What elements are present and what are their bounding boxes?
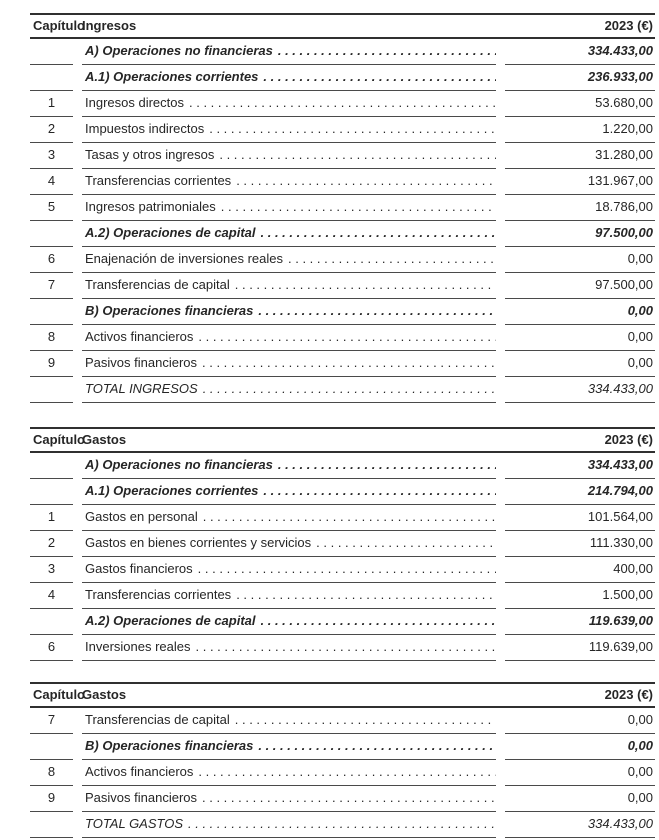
dot-leader [202,790,496,805]
column-header-capitulo: Capítulo [33,687,85,702]
chapter-number [30,479,73,505]
dot-leader [236,587,496,602]
table-row [30,273,655,299]
row-label: Transferencias corrientes [85,173,232,188]
row-value: 334.433,00 [505,812,655,838]
row-label-cell [82,812,496,838]
table-row [30,221,655,247]
table-row [30,91,655,117]
dot-leader [202,355,496,370]
row-value: 0,00 [505,299,655,325]
row-label: A) Operaciones no financieras [85,43,273,58]
row-label-cell [82,221,496,247]
table-row [30,557,655,583]
chapter-number: 5 [30,195,73,221]
row-label: Inversiones reales [85,639,191,654]
chapter-number [30,377,73,403]
chapter-number [30,453,73,479]
table-header [30,13,655,39]
row-value: 236.933,00 [505,65,655,91]
row-label-cell [82,479,496,505]
table-row [30,39,655,65]
table-row [30,786,655,812]
dot-leader [189,95,496,110]
dot-leader [316,535,496,550]
row-label: A.2) Operaciones de capital [85,613,256,628]
row-label: Enajenación de inversiones reales [85,251,284,266]
table-row [30,351,655,377]
table-row [30,453,655,479]
table-row [30,479,655,505]
dot-leader [278,43,496,58]
table-row [30,195,655,221]
chapter-number: 6 [30,247,73,273]
dot-leader [221,199,496,214]
row-value: 1.500,00 [505,583,655,609]
row-value: 334.433,00 [505,39,655,65]
dot-leader [261,613,496,628]
column-header-ingresos: Ingresos [82,18,137,33]
dot-leader [258,303,496,318]
dot-leader [209,121,496,136]
row-value: 97.500,00 [505,273,655,299]
chapter-number: 8 [30,760,73,786]
chapter-number [30,65,73,91]
dot-leader [236,173,496,188]
row-value: 0,00 [505,351,655,377]
dot-leader [261,225,496,240]
row-value: 214.794,00 [505,479,655,505]
table-row [30,734,655,760]
row-label-cell [82,557,496,583]
row-label: Activos financieros [85,764,194,779]
gastos-table [30,427,655,661]
row-label-cell [82,760,496,786]
row-label-cell [82,708,496,734]
row-value: 1.220,00 [505,117,655,143]
column-header-gastos: Gastos [82,687,127,702]
row-label: B) Operaciones financieras [85,738,254,753]
row-label-cell [82,453,496,479]
table-row [30,635,655,661]
chapter-number: 2 [30,531,73,557]
table-row [30,377,655,403]
table-row [30,583,655,609]
row-label: Gastos en personal [85,509,198,524]
row-label-cell [82,531,496,557]
chapter-number [30,734,73,760]
dot-leader [219,147,496,162]
row-label: Tasas y otros ingresos [85,147,215,162]
row-label: Gastos financieros [85,561,193,576]
column-header-year: 2023 (€) [604,432,653,447]
table-body [30,708,655,838]
dot-leader [278,457,496,472]
table-row [30,760,655,786]
table-row [30,812,655,838]
row-label-cell [82,325,496,351]
row-label: A.1) Operaciones corrientes [85,69,259,84]
ingresos-table [30,13,655,403]
row-value: 0,00 [505,247,655,273]
chapter-number: 4 [30,169,73,195]
row-value: 97.500,00 [505,221,655,247]
chapter-number: 1 [30,505,73,531]
chapter-number [30,812,73,838]
table-header [30,427,655,453]
row-label-cell [82,351,496,377]
row-label-cell [82,169,496,195]
chapter-number: 4 [30,583,73,609]
table-row [30,247,655,273]
dot-leader [203,381,496,396]
row-label-cell [82,583,496,609]
table-row [30,708,655,734]
row-label-cell [82,117,496,143]
row-value: 53.680,00 [505,91,655,117]
row-label-cell [82,65,496,91]
row-label-cell [82,247,496,273]
column-header-year: 2023 (€) [604,18,653,33]
row-label: Pasivos financieros [85,790,197,805]
chapter-number [30,609,73,635]
row-label: A.1) Operaciones corrientes [85,483,259,498]
chapter-number [30,221,73,247]
row-label: TOTAL GASTOS [85,816,184,831]
dot-leader [235,277,496,292]
row-label-cell [82,377,496,403]
table-body [30,453,655,661]
column-header-year: 2023 (€) [604,687,653,702]
row-value: 31.280,00 [505,143,655,169]
row-label-cell [82,91,496,117]
row-value: 334.433,00 [505,453,655,479]
row-value: 0,00 [505,786,655,812]
row-value: 119.639,00 [505,635,655,661]
chapter-number: 9 [30,351,73,377]
column-header-capitulo: Capítulo [33,432,85,447]
row-label: Gastos en bienes corrientes y servicios [85,535,312,550]
row-value: 0,00 [505,760,655,786]
row-value: 0,00 [505,325,655,351]
dot-leader [235,712,496,727]
dot-leader [188,816,496,831]
chapter-number: 3 [30,557,73,583]
chapter-number: 1 [30,91,73,117]
dot-leader [198,329,496,344]
row-label: A.2) Operaciones de capital [85,225,256,240]
row-label: Ingresos directos [85,95,184,110]
row-value: 0,00 [505,708,655,734]
gastos-table-continued [30,682,655,838]
row-label-cell [82,143,496,169]
row-label-cell [82,609,496,635]
row-label-cell [82,505,496,531]
dot-leader [203,509,496,524]
table-row [30,117,655,143]
row-label-cell [82,734,496,760]
row-label-cell [82,39,496,65]
table-header [30,682,655,708]
column-header-capitulo: Capítulo [33,18,85,33]
table-row [30,325,655,351]
chapter-number: 7 [30,273,73,299]
dot-leader [258,738,496,753]
row-label: A) Operaciones no financieras [85,457,273,472]
row-label-cell [82,273,496,299]
chapter-number: 8 [30,325,73,351]
chapter-number: 6 [30,635,73,661]
chapter-number: 2 [30,117,73,143]
row-label: Activos financieros [85,329,194,344]
table-row [30,299,655,325]
dot-leader [263,69,496,84]
row-value: 131.967,00 [505,169,655,195]
chapter-number: 3 [30,143,73,169]
table-row [30,65,655,91]
row-value: 0,00 [505,734,655,760]
dot-leader [198,764,496,779]
dot-leader [288,251,496,266]
row-label: Transferencias de capital [85,277,230,292]
row-label-cell [82,635,496,661]
row-label-cell [82,195,496,221]
chapter-number [30,299,73,325]
row-value: 18.786,00 [505,195,655,221]
chapter-number [30,39,73,65]
row-value: 119.639,00 [505,609,655,635]
row-label: TOTAL INGRESOS [85,381,198,396]
table-body [30,39,655,403]
table-row [30,505,655,531]
row-label: B) Operaciones financieras [85,303,254,318]
chapter-number: 9 [30,786,73,812]
row-value: 101.564,00 [505,505,655,531]
dot-leader [198,561,496,576]
row-value: 400,00 [505,557,655,583]
row-label: Transferencias de capital [85,712,230,727]
table-row [30,531,655,557]
table-row [30,143,655,169]
row-label-cell [82,299,496,325]
chapter-number: 7 [30,708,73,734]
row-label: Ingresos patrimoniales [85,199,216,214]
table-row [30,169,655,195]
column-header-gastos: Gastos [82,432,127,447]
row-value: 334.433,00 [505,377,655,403]
row-label: Impuestos indirectos [85,121,205,136]
dot-leader [196,639,497,654]
row-label: Transferencias corrientes [85,587,232,602]
table-row [30,609,655,635]
dot-leader [263,483,496,498]
row-label-cell [82,786,496,812]
row-label: Pasivos financieros [85,355,197,370]
row-value: 111.330,00 [505,531,655,557]
